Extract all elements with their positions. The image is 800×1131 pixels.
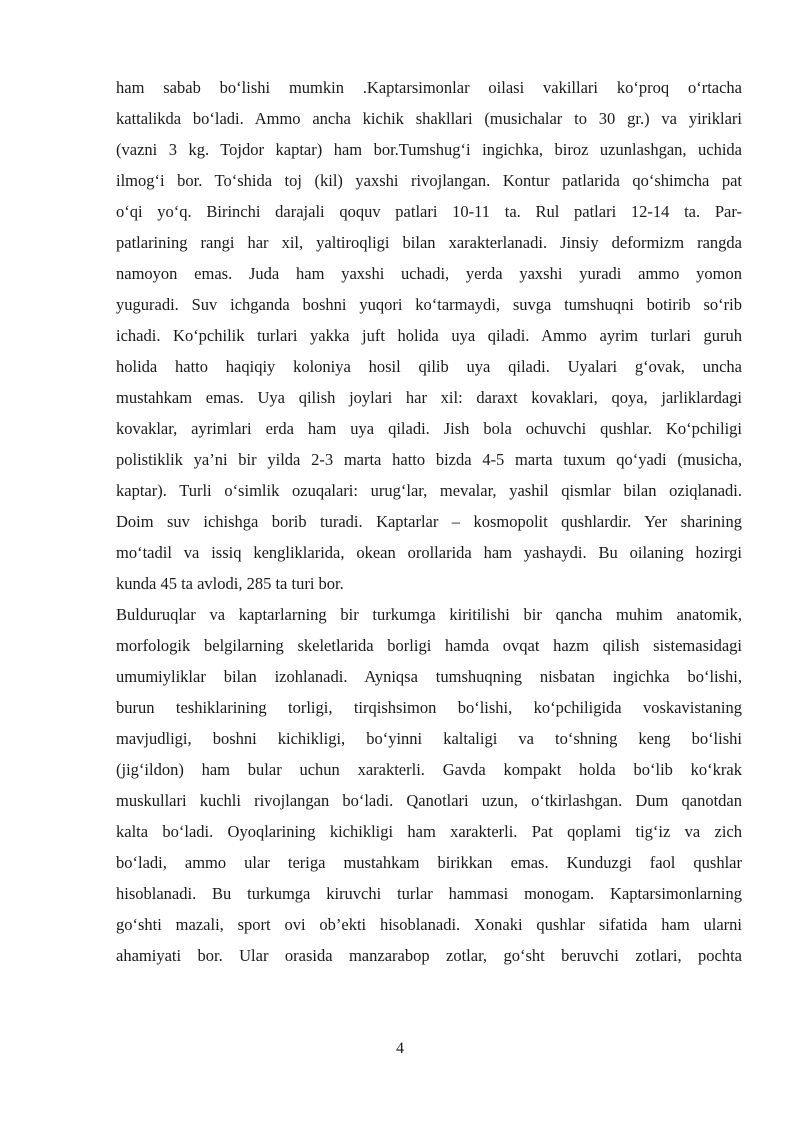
text-line: muskullari kuchli rivojlangan bo‘ladi. Qanotlari uzun, o‘tkirlashgan. Dum qanotdan bbox=[116, 791, 742, 810]
text-line: (vazni 3 kg. Tojdor kaptar) ham bor.Tumshug‘i ingichka, biroz uzunlashgan, uchida bbox=[116, 140, 742, 159]
text-line: Doim suv ichishga borib turadi. Kaptarlar – kosmopolit qushlardir. Yer sharining bbox=[116, 512, 742, 531]
text-line: ahamiyati bor. Ular orasida manzarabop zotlar, go‘sht beruvchi zotlari, pochta bbox=[116, 946, 742, 965]
text-line: ilmog‘i bor. To‘shida toj (kil) yaxshi rivojlangan. Kontur patlarida qo‘shimcha pat bbox=[116, 171, 742, 190]
text-line: morfologik belgilarning skeletlarida borligi hamda ovqat hazm qilish sistemasidagi bbox=[116, 636, 742, 655]
text-line: namoyon emas. Juda ham yaxshi uchadi, yerda yaxshi yuradi ammo yomon bbox=[116, 264, 742, 283]
text-line: hisoblanadi. Bu turkumga kiruvchi turlar hammasi monogam. Kaptarsimonlarning bbox=[116, 884, 742, 903]
text-line: kunda 45 ta avlodi, 285 ta turi bor. bbox=[116, 574, 344, 593]
text-line: yuguradi. Suv ichganda boshni yuqori ko‘tarmaydi, suvga tumshuqni botirib so‘rib bbox=[116, 295, 742, 314]
text-line: o‘qi yo‘q. Birinchi darajali qoquv patlari 10-11 ta. Rul patlari 12-14 ta. Par- bbox=[116, 202, 742, 221]
text-line: umumiyliklar bilan izohlanadi. Ayniqsa tumshuqning nisbatan ingichka bo‘lishi, bbox=[116, 667, 742, 686]
text-line: (jig‘ildon) ham bular uchun xarakterli. Gavda kompakt holda bo‘lib ko‘krak bbox=[116, 760, 742, 779]
text-line: go‘shti mazali, sport ovi ob’ekti hisoblanadi. Xonaki qushlar sifatida ham ularni bbox=[116, 915, 742, 934]
text-line: mustahkam emas. Uya qilish joylari har xil: daraxt kovaklari, qoya, jarliklardagi bbox=[116, 388, 742, 407]
text-line: kaptar). Turli o‘simlik ozuqalari: urug‘lar, mevalar, yashil qismlar bilan oziqlanadi. bbox=[116, 481, 742, 500]
text-line: polistiklik ya’ni bir yilda 2-3 marta hatto bizda 4-5 marta tuxum qo‘yadi (musicha, bbox=[116, 450, 742, 469]
text-line: patlarining rangi har xil, yaltiroqligi bilan xarakterlanadi. Jinsiy deformizm rangda bbox=[116, 233, 742, 252]
text-line: bo‘ladi, ammo ular teriga mustahkam birikkan emas. Kunduzgi faol qushlar bbox=[116, 853, 742, 872]
page-number: 4 bbox=[396, 1040, 404, 1057]
text-line: mavjudligi, boshni kichikligi, bo‘yinni kaltaligi va to‘shning keng bo‘lishi bbox=[116, 729, 742, 748]
text-line: mo‘tadil va issiq kengliklarida, okean orollarida ham yashaydi. Bu oilaning hozirgi bbox=[116, 543, 742, 562]
text-line: kalta bo‘ladi. Oyoqlarining kichikligi ham xarakterli. Pat qoplami tig‘iz va zich bbox=[116, 822, 742, 841]
text-line: ham sabab bo‘lishi mumkin .Kaptarsimonlar oilasi vakillari ko‘proq o‘rtacha bbox=[116, 78, 742, 97]
body-text bbox=[116, 72, 742, 971]
text-line: Bulduruqlar va kaptarlarning bir turkumga kiritilishi bir qancha muhim anatomik, bbox=[116, 605, 742, 624]
text-line: kattalikda bo‘ladi. Ammo ancha kichik shakllari (musichalar to 30 gr.) va yiriklari bbox=[116, 109, 742, 128]
text-line: holida hatto haqiqiy koloniya hosil qilib uya qiladi. Uyalari g‘ovak, uncha bbox=[116, 357, 742, 376]
text-line: kovaklar, ayrimlari erda ham uya qiladi. Jish bola ochuvchi qushlar. Ko‘pchiligi bbox=[116, 419, 742, 438]
text-line: burun teshiklarining torligi, tirqishsimon bo‘lishi, ko‘pchiligida voskavistaning bbox=[116, 698, 742, 717]
text-line: ichadi. Ko‘pchilik turlari yakka juft holida uya qiladi. Ammo ayrim turlari guruh bbox=[116, 326, 742, 345]
